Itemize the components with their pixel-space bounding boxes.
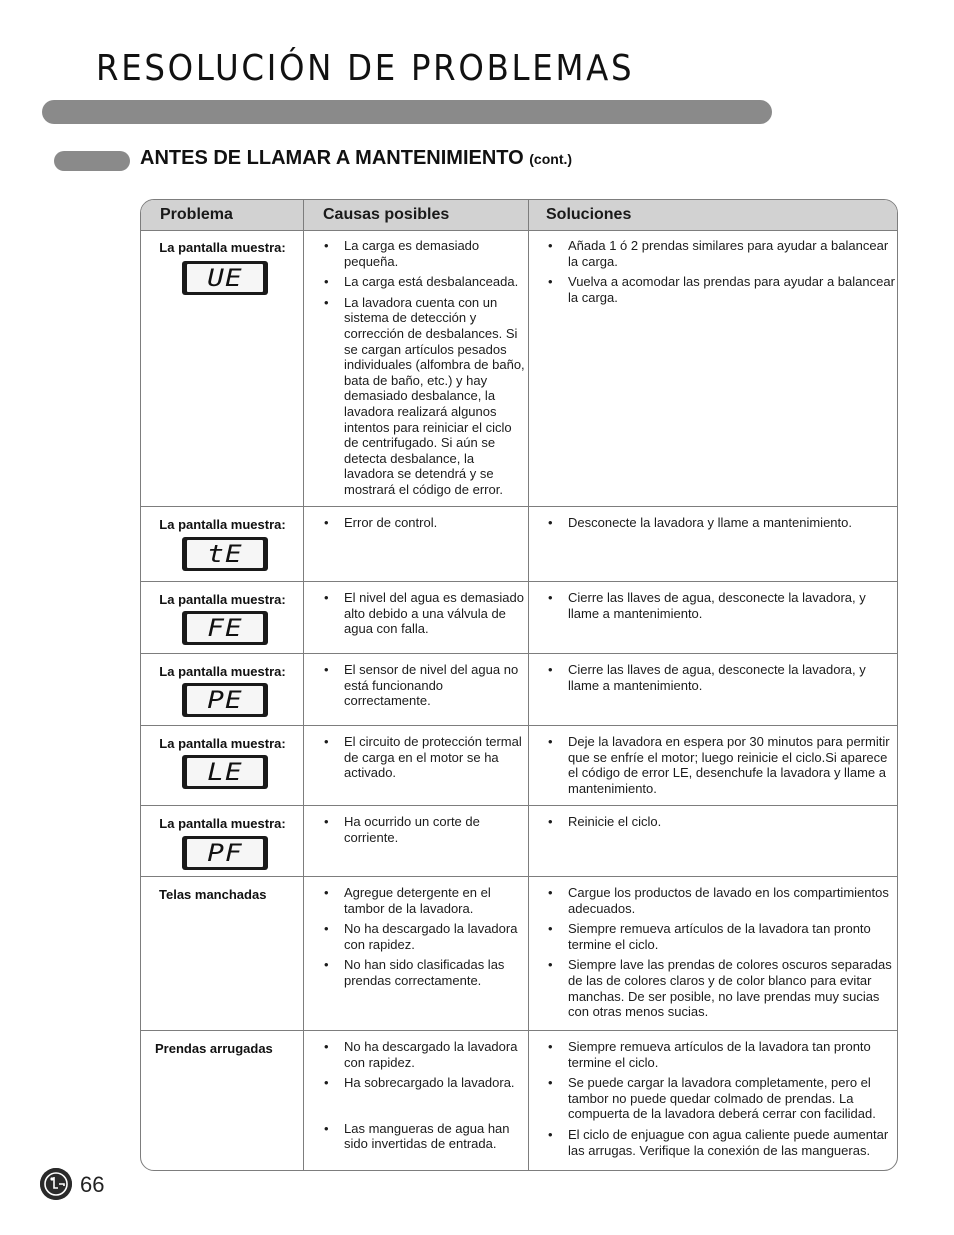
problem-label: La pantalla muestra: <box>159 240 286 255</box>
error-code: FE <box>207 614 243 642</box>
problem-cell <box>141 726 304 786</box>
problem-cell <box>141 507 304 568</box>
lcd-display-icon <box>182 755 268 789</box>
problem-cell <box>141 230 304 292</box>
solution-item: • Añada 1 ó 2 prendas similares para ayudar a balancear la carga. <box>546 238 895 269</box>
solutions-cell <box>529 582 898 626</box>
problem-label: Prendas arrugadas <box>155 1041 273 1056</box>
section-suffix: (cont.) <box>529 151 573 167</box>
page-number: 66 <box>80 1172 105 1197</box>
column-divider <box>528 200 529 1170</box>
error-code: LE <box>207 758 243 786</box>
cause-item: • Ha ocurrido un corte de corriente. <box>322 814 525 845</box>
lcd-display-icon <box>182 683 268 717</box>
problem-label: La pantalla muestra: <box>159 736 286 751</box>
error-code: tE <box>207 540 243 568</box>
problem-cell <box>141 582 304 642</box>
cause-item: • No ha descargado la lavadora con rapidez. <box>322 921 525 952</box>
solution-item: • Deje la lavadora en espera por 30 minutos para permitir que se enfríe el motor; luego reinicie el ciclo.Si aparece el código de error LE, desenchufe la lavadora y llame a mantenimiento. <box>546 734 895 796</box>
title-decorative-bar <box>42 100 772 124</box>
solutions-cell <box>529 507 898 536</box>
problem-cell <box>141 877 304 902</box>
cause-item: • Ha sobrecargado la lavadora. <box>322 1075 525 1091</box>
solution-item: • Cierre las llaves de agua, desconecte la lavadora, y llame a mantenimiento. <box>546 590 895 621</box>
table-row <box>141 1030 897 1171</box>
solutions-cell <box>529 1031 898 1163</box>
header-problem: Problema <box>160 206 233 223</box>
causes-cell <box>304 582 529 642</box>
section-decorative-pill <box>54 151 130 171</box>
table-row <box>141 725 897 805</box>
troubleshooting-table <box>140 199 898 1171</box>
solution-item: • Vuelva a acomodar las prendas para ayudar a balancear la carga. <box>546 274 895 305</box>
solution-item: • Se puede cargar la lavadora completamente, pero el tambor no puede quedar colmado de prendas. La compuerta de la lavadora deberá cerrar con facilidad. <box>546 1075 895 1122</box>
problem-cell <box>141 806 304 867</box>
cause-item: • Error de control. <box>322 515 525 531</box>
causes-cell <box>304 877 529 994</box>
causes-cell <box>304 1031 529 1157</box>
table-row <box>141 581 897 653</box>
solution-item: • Desconecte la lavadora y llame a mantenimiento. <box>546 515 895 531</box>
problem-cell <box>141 654 304 714</box>
causes-cell <box>304 654 529 714</box>
cause-item: • El sensor de nivel del agua no está funcionando correctamente. <box>322 662 525 709</box>
solutions-cell <box>529 726 898 801</box>
section-title: ANTES DE LLAMAR A MANTENIMIENTO <box>140 147 524 169</box>
solution-item: • Cargue los productos de lavado en los compartimientos adecuados. <box>546 885 895 916</box>
cause-item: • La lavadora cuenta con un sistema de detección y corrección de desbalances. Si se cargan artículos pesados individuales (alfombra de baño, bata de baño, etc.) y hay demasiado desbalance, la lavadora realizará algunos intentos para reiniciar el ciclo de centrifugado. Si aún se detecta desbalance, la lavadora se detendrá y se mostrará el código de error. <box>322 295 525 498</box>
table-row <box>141 230 897 506</box>
cause-item: • La carga es demasiado pequeña. <box>322 238 525 269</box>
problem-label: La pantalla muestra: <box>159 664 286 679</box>
lcd-display-icon <box>182 611 268 645</box>
solution-item: • Siempre lave las prendas de colores oscuros separadas de las de colores claros y de color blanco para evitar manchas. De ser posible, no lave prendas muy sucias con otras menos sucias. <box>546 957 895 1019</box>
cause-item: • La carga está desbalanceada. <box>322 274 525 290</box>
causes-cell <box>304 230 529 503</box>
problem-label: La pantalla muestra: <box>159 517 286 532</box>
cause-item: • No han sido clasificadas las prendas correctamente. <box>322 957 525 988</box>
error-code: PE <box>207 686 243 714</box>
column-divider <box>303 200 304 1170</box>
table-row <box>141 506 897 581</box>
table-row <box>141 653 897 725</box>
table-row <box>141 876 897 1030</box>
causes-cell <box>304 507 529 536</box>
lg-logo <box>40 1168 72 1200</box>
section-heading <box>140 147 572 170</box>
header-causes: Causas posibles <box>323 206 450 223</box>
solution-item: • Reinicie el ciclo. <box>546 814 895 830</box>
table-row <box>141 805 897 876</box>
solution-item: • Siempre remueva artículos de la lavadora tan pronto termine el ciclo. <box>546 921 895 952</box>
lcd-display-icon <box>182 261 268 295</box>
error-code: PF <box>207 839 243 867</box>
cause-item: • El circuito de protección termal de carga en el motor se ha activado. <box>322 734 525 781</box>
table-header <box>141 200 897 231</box>
header-solutions: Soluciones <box>546 206 632 223</box>
solution-item: • Siempre remueva artículos de la lavadora tan pronto termine el ciclo. <box>546 1039 895 1070</box>
solutions-cell <box>529 654 898 698</box>
solutions-cell <box>529 230 898 310</box>
problem-cell <box>141 1031 304 1056</box>
problem-label: Telas manchadas <box>159 887 267 902</box>
problem-label: La pantalla muestra: <box>159 816 286 831</box>
causes-cell <box>304 726 529 786</box>
solution-item: • El ciclo de enjuague con agua caliente puede aumentar las arrugas. Verifique la conexión de las mangueras. <box>546 1127 895 1158</box>
cause-item: • El nivel del agua es demasiado alto debido a una válvula de agua con falla. <box>322 590 525 637</box>
page-title: RESOLUCIÓN DE PROBLEMAS <box>96 48 635 89</box>
cause-item: • No ha descargado la lavadora con rapidez. <box>322 1039 525 1070</box>
causes-cell <box>304 806 529 850</box>
solution-item: • Cierre las llaves de agua, desconecte la lavadora, y llame a mantenimiento. <box>546 662 895 693</box>
cause-item: • Las mangueras de agua han sido invertidas de entrada. <box>322 1121 525 1152</box>
lcd-display-icon <box>182 836 268 870</box>
cause-item: • Agregue detergente en el tambor de la lavadora. <box>322 885 525 916</box>
lcd-display-icon <box>182 537 268 571</box>
error-code: UE <box>207 264 243 292</box>
solutions-cell <box>529 806 898 835</box>
problem-label: La pantalla muestra: <box>159 592 286 607</box>
solutions-cell <box>529 877 898 1025</box>
